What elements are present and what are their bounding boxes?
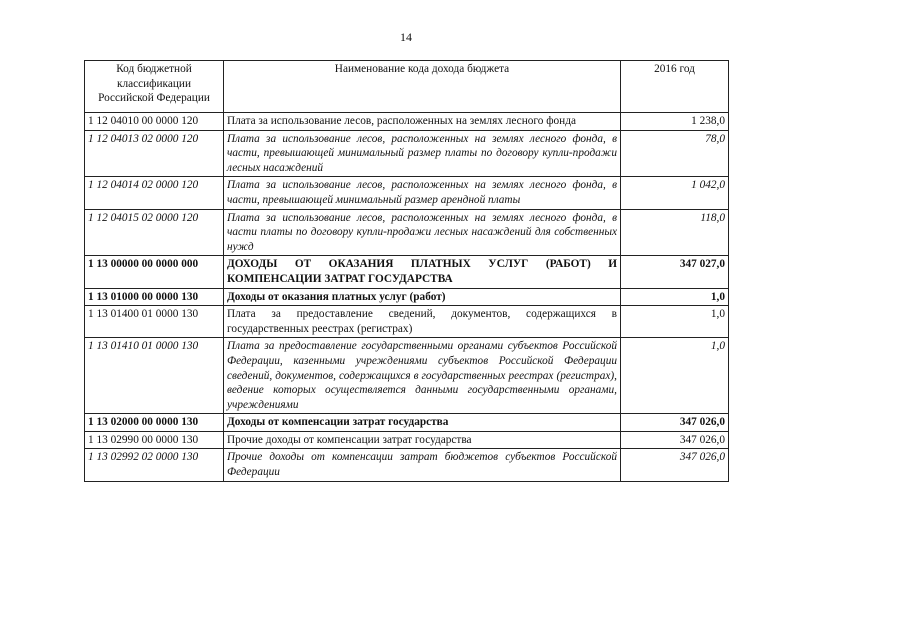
- table-row: [85, 306, 729, 338]
- amount-cell: 1 042,0: [621, 177, 729, 209]
- table-row: [85, 449, 729, 481]
- budget-code-cell: 1 12 04013 02 0000 120: [85, 130, 224, 177]
- revenue-name-cell: Плата за использование лесов, расположенных на землях лесного фонда, в части, превышающей минимальный размер арендной платы: [224, 177, 621, 209]
- budget-code-cell: 1 13 00000 00 0000 000: [85, 256, 224, 288]
- header-year: 2016 год: [621, 61, 729, 113]
- amount-cell: 1 238,0: [621, 113, 729, 131]
- amount-cell: 347 026,0: [621, 449, 729, 481]
- table-row: [85, 130, 729, 177]
- budget-code-cell: 1 13 02992 02 0000 130: [85, 449, 224, 481]
- amount-cell: 78,0: [621, 130, 729, 177]
- budget-revenue-table: [84, 60, 729, 482]
- header-code: Код бюджетной классификации Российской Федерации: [85, 61, 224, 113]
- header-name: Наименование кода дохода бюджета: [224, 61, 621, 113]
- amount-cell: 118,0: [621, 209, 729, 256]
- table-header-row: [85, 61, 729, 113]
- revenue-name-cell: Прочие доходы от компенсации затрат государства: [224, 431, 621, 449]
- table-row: [85, 431, 729, 449]
- table-row: [85, 414, 729, 432]
- budget-code-cell: 1 13 01400 01 0000 130: [85, 306, 224, 338]
- revenue-name-cell: Плата за предоставление сведений, документов, содержащихся в государственных реестрах (регистрах): [224, 306, 621, 338]
- budget-code-cell: 1 13 01000 00 0000 130: [85, 288, 224, 306]
- table-row: [85, 338, 729, 414]
- table-row: [85, 288, 729, 306]
- table-body: [85, 113, 729, 482]
- budget-code-cell: 1 12 04010 00 0000 120: [85, 113, 224, 131]
- table-row: [85, 256, 729, 288]
- amount-cell: 1,0: [621, 338, 729, 414]
- budget-code-cell: 1 13 02990 00 0000 130: [85, 431, 224, 449]
- budget-code-cell: 1 12 04014 02 0000 120: [85, 177, 224, 209]
- budget-code-cell: 1 12 04015 02 0000 120: [85, 209, 224, 256]
- table-row: [85, 113, 729, 131]
- revenue-name-cell: Плата за использование лесов, расположенных на землях лесного фонда, в части, превышающей минимальный размер платы по договору купли-продажи лесных насаждений: [224, 130, 621, 177]
- budget-code-cell: 1 13 01410 01 0000 130: [85, 338, 224, 414]
- revenue-name-cell: ДОХОДЫ ОТ ОКАЗАНИЯ ПЛАТНЫХ УСЛУГ (РАБОТ) И КОМПЕНСАЦИИ ЗАТРАТ ГОСУДАРСТВА: [224, 256, 621, 288]
- amount-cell: 347 026,0: [621, 414, 729, 432]
- revenue-name-cell: Плата за использование лесов, расположенных на землях лесного фонда: [224, 113, 621, 131]
- revenue-name-cell: Прочие доходы от компенсации затрат бюджетов субъектов Российской Федерации: [224, 449, 621, 481]
- amount-cell: 1,0: [621, 306, 729, 338]
- revenue-name-cell: Доходы от оказания платных услуг (работ): [224, 288, 621, 306]
- table-row: [85, 209, 729, 256]
- page-number: 14: [400, 30, 412, 44]
- amount-cell: 1,0: [621, 288, 729, 306]
- revenue-name-cell: Плата за использование лесов, расположенных на землях лесного фонда, в части платы по договору купли-продажи лесных насаждений для собственных нужд: [224, 209, 621, 256]
- table-row: [85, 177, 729, 209]
- amount-cell: 347 027,0: [621, 256, 729, 288]
- budget-code-cell: 1 13 02000 00 0000 130: [85, 414, 224, 432]
- revenue-name-cell: Доходы от компенсации затрат государства: [224, 414, 621, 432]
- revenue-name-cell: Плата за предоставление государственными органами субъектов Российской Федерации, казенными учреждениями субъектов Российской Федерации сведений, документов, содержащихся в государственных реестрах (регистрах), ведение которых осуществляется данными государственными органами, учреждениями: [224, 338, 621, 414]
- amount-cell: 347 026,0: [621, 431, 729, 449]
